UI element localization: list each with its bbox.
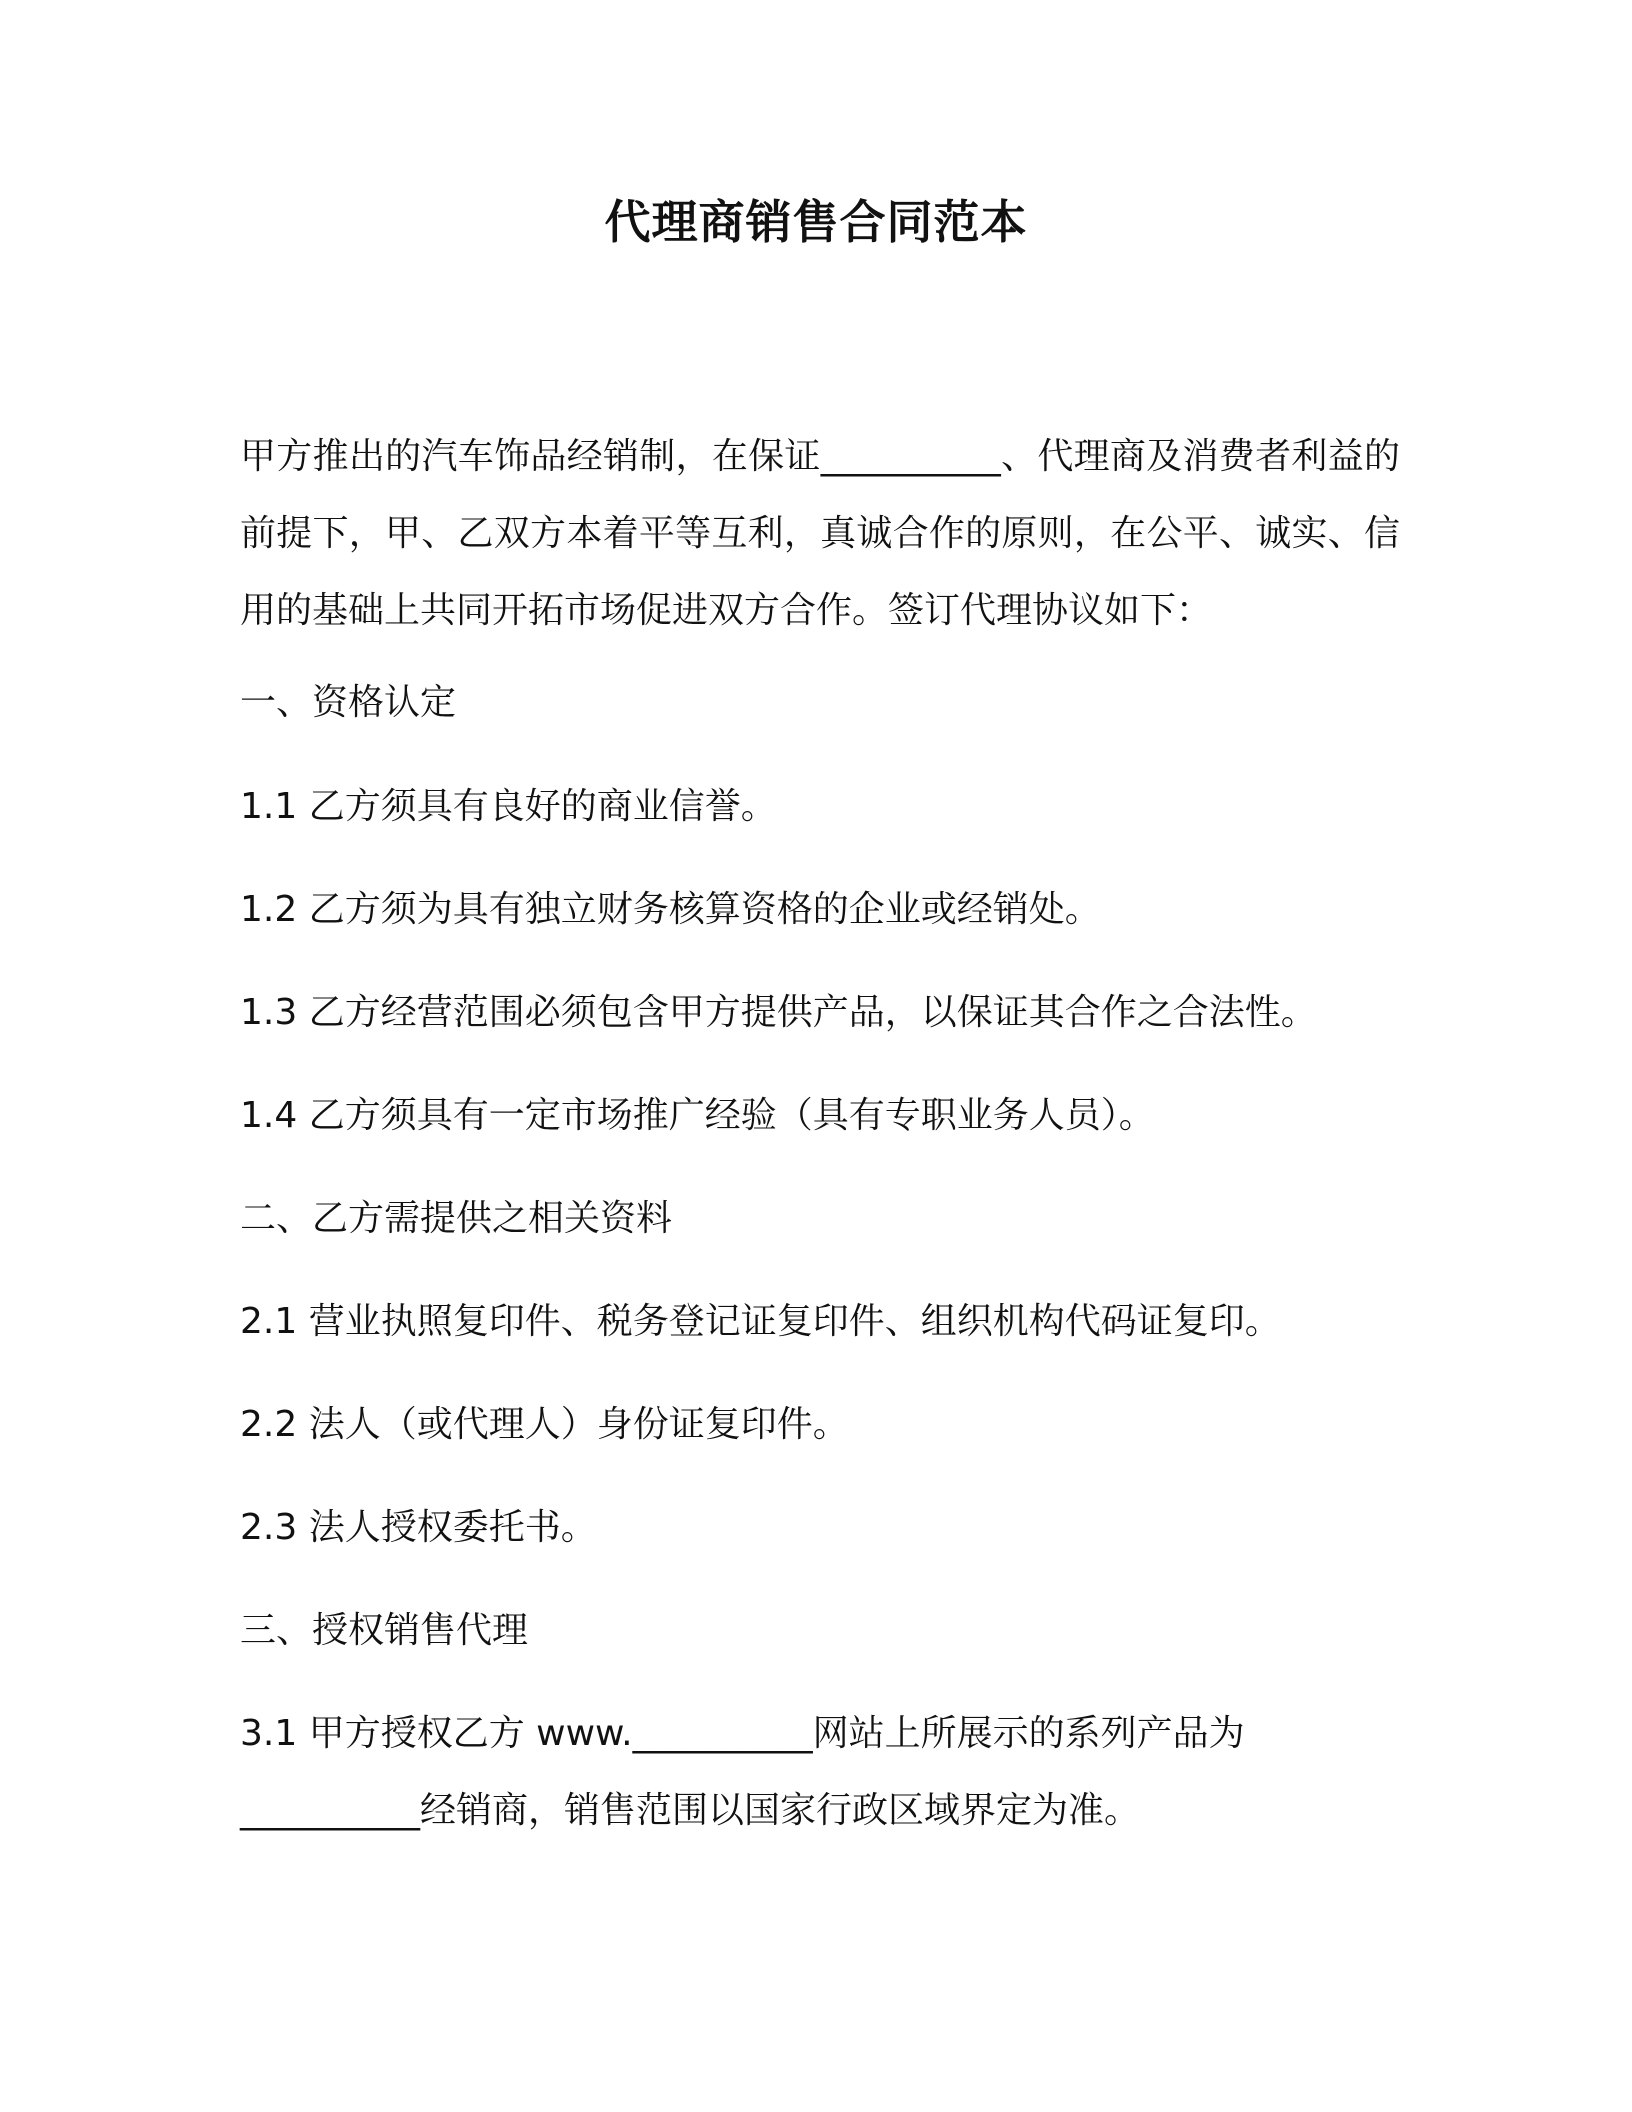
section-heading-materials: 二、乙方需提供之相关资料 [240, 1198, 673, 1239]
clause-3-1: 3.1 甲方授权乙方 www.__________网站上所展示的系列产品为__________经销商，销售范围以国家行政区域界定为准。 [240, 1713, 1245, 1831]
section-heading-qualification: 一、资格认定 [240, 682, 457, 723]
clause-2-3: 2.3 法人授权委托书。 [240, 1507, 597, 1548]
intro-paragraph: 甲方推出的汽车饰品经销制，在保证__________、代理商及消费者利益的前提下，甲、乙双方本着平等互利，真诚合作的原则，在公平、诚实、信用的基础上共同开拓市场促进双方合作。签订代理协议如下： [240, 436, 1400, 631]
clause-1-1: 1.1 乙方须具有良好的商业信誉。 [240, 786, 777, 827]
clause-1-3: 1.3 乙方经营范围必须包含甲方提供产品，以保证其合作之合法性。 [240, 992, 1317, 1033]
section-heading-authorization: 三、授权销售代理 [240, 1610, 529, 1651]
document-title: 代理商销售合同范本 [604, 195, 1028, 249]
clause-2-2: 2.2 法人（或代理人）身份证复印件。 [240, 1404, 849, 1445]
clause-1-4: 1.4 乙方须具有一定市场推广经验（具有专职业务人员）。 [240, 1095, 1155, 1136]
clause-2-1: 2.1 营业执照复印件、税务登记证复印件、组织机构代码证复印。 [240, 1301, 1281, 1342]
clause-1-2: 1.2 乙方须为具有独立财务核算资格的企业或经销处。 [240, 889, 1101, 930]
